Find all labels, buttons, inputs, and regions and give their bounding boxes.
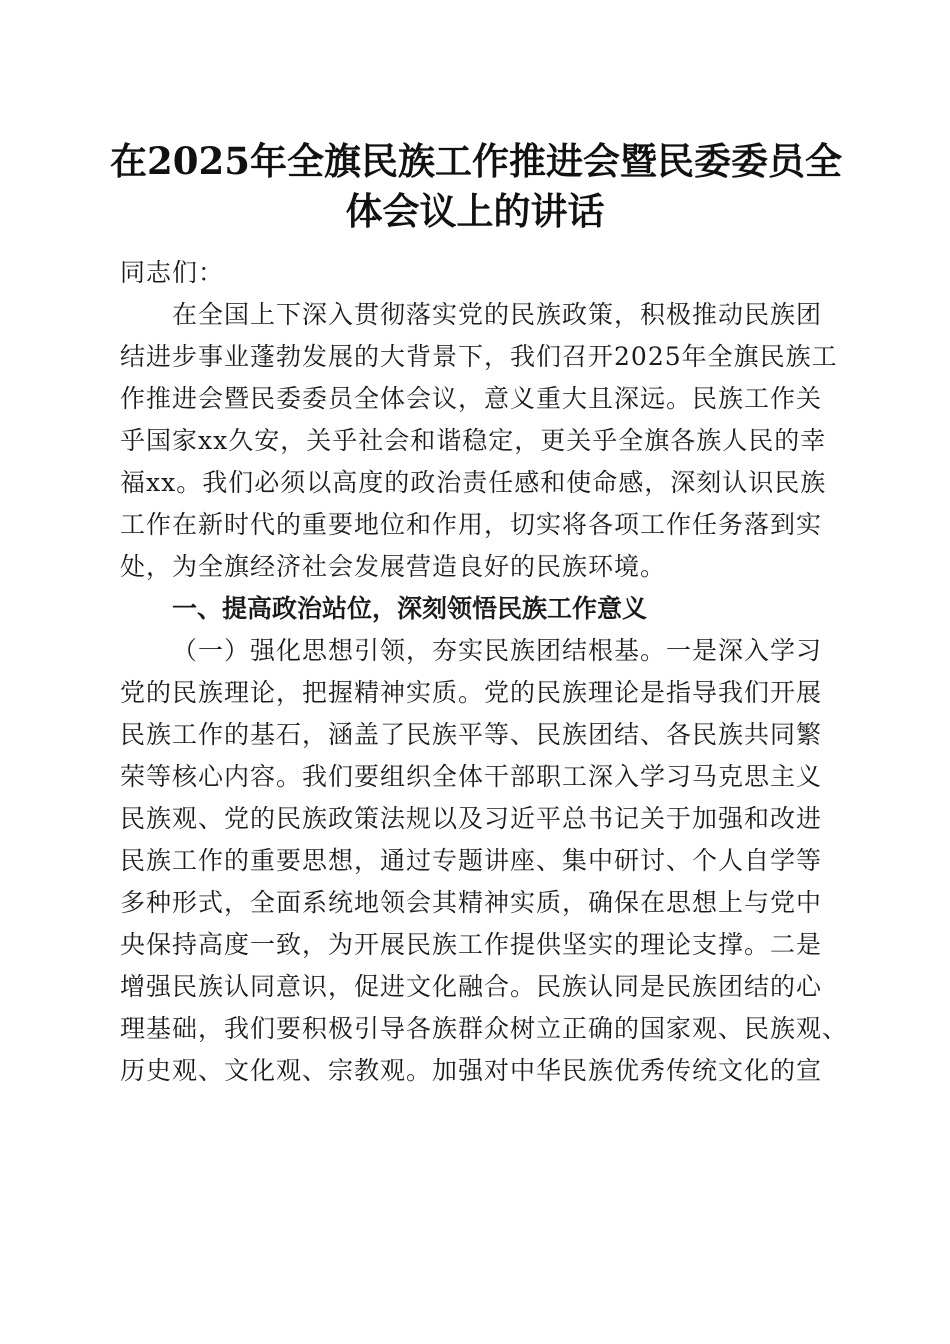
- document-body: [120, 252, 849, 1092]
- section-line: 理基础，我们要积极引导各族群众树立正确的国家观、民族观、: [120, 1014, 849, 1043]
- intro-line: 在全国上下深入贯彻落实党的民族政策，积极推动民族团: [172, 300, 823, 329]
- section-line: 荣等核心内容。我们要组织全体干部职工深入学习马克思主义: [120, 762, 823, 791]
- intro-line: 处，为全旗经济社会发展营造良好的民族环境。: [120, 552, 667, 581]
- section-heading: 一、提高政治站位，深刻领悟民族工作意义: [172, 594, 648, 623]
- intro-line: 作推进会暨民委委员全体会议，意义重大且深远。民族工作关: [120, 384, 823, 413]
- section-line: 民族观、党的民族政策法规以及习近平总书记关于加强和改进: [120, 804, 823, 833]
- salutation: 同志们：: [120, 258, 225, 287]
- section-line: 民族工作的重要思想，通过专题讲座、集中研讨、个人自学等: [120, 846, 823, 875]
- document-title: [110, 136, 840, 236]
- title-line-1: 在2025年全旗民族工作推进会暨民委委员全: [110, 139, 842, 183]
- section-line: 民族工作的基石，涵盖了民族平等、民族团结、各民族共同繁: [120, 720, 823, 749]
- intro-line: 结进步事业蓬勃发展的大背景下，我们召开2025年全旗民族工: [120, 342, 838, 371]
- section-line: 央保持高度一致，为开展民族工作提供坚实的理论支撑。二是: [120, 930, 823, 959]
- intro-line: 福xx。我们必须以高度的政治责任感和使命感，深刻认识民族: [120, 468, 827, 497]
- section-line: 增强民族认同意识，促进文化融合。民族认同是民族团结的心: [120, 972, 823, 1001]
- section-line: 历史观、文化观、宗教观。加强对中华民族优秀传统文化的宣: [120, 1056, 823, 1085]
- intro-line: 乎国家xx久安，关乎社会和谐稳定，更关乎全旗各族人民的幸: [120, 426, 827, 455]
- intro-line: 工作在新时代的重要地位和作用，切实将各项工作任务落到实: [120, 510, 823, 539]
- section-line: 党的民族理论，把握精神实质。党的民族理论是指导我们开展: [120, 678, 823, 707]
- section-line: （一）强化思想引领，夯实民族团结根基。一是深入学习: [172, 636, 823, 665]
- section-line: 多种形式，全面系统地领会其精神实质，确保在思想上与党中: [120, 888, 823, 917]
- title-line-2: 体会议上的讲话: [345, 189, 605, 233]
